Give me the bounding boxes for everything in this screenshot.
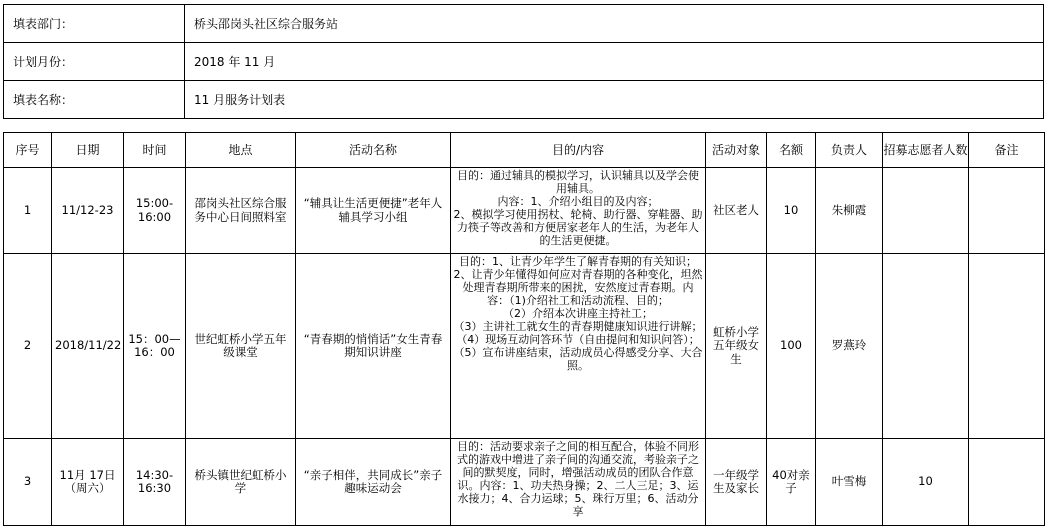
row-quota: 10 (767, 168, 816, 254)
row-no: 1 (4, 168, 52, 254)
content-line: （5）宣布讲座结束，活动成员心得感受分享、大合照。 (453, 346, 703, 372)
info-table (3, 4, 1044, 119)
row-remark (969, 168, 1045, 254)
col-header-date: 日期 (52, 133, 124, 168)
row-place: 桥头镇世纪虹桥小学 (186, 439, 296, 526)
form-name-label: 填表名称： (4, 81, 185, 119)
month-label: 计划月份： (4, 43, 185, 81)
col-header-remark: 备注 (969, 133, 1045, 168)
table-row (4, 439, 1045, 526)
content-line: 内容：1、介绍小组目的及内容； (497, 195, 659, 208)
row-date: 11/12-23 (52, 168, 124, 254)
row-leader: 朱柳霞 (816, 168, 883, 254)
row-time: 15：00—16：00 (124, 254, 186, 439)
row-activity: “亲子相伴，共同成长”亲子趣味运动会 (296, 439, 451, 526)
dept-value: 桥头邵岗头社区综合服务站 (185, 5, 1044, 43)
col-header-leader: 负责人 (816, 133, 883, 168)
row-remark (969, 254, 1045, 439)
info-row-month (4, 43, 1044, 81)
row-leader: 叶雪梅 (816, 439, 883, 526)
info-row-dept (4, 5, 1044, 43)
row-quota: 100 (767, 254, 816, 439)
row-activity: “青春期的悄悄话”女生青春期知识讲座 (296, 254, 451, 439)
content-line: 目的：通过辅具的模拟学习，认识辅具以及学会使用辅具。 (457, 169, 699, 195)
month-value: 2018 年 11 月 (185, 43, 1044, 81)
row-no: 2 (4, 254, 52, 439)
col-header-place: 地点 (186, 133, 296, 168)
col-header-quota: 名额 (767, 133, 816, 168)
table-row (4, 254, 1045, 439)
row-volunteers (883, 168, 969, 254)
info-row-name (4, 81, 1044, 119)
row-content (451, 439, 706, 526)
content-line: 目的：1、让青少年学生了解青春期的有关知识； (459, 255, 697, 268)
col-header-time: 时间 (124, 133, 186, 168)
row-volunteers (883, 254, 969, 439)
row-time: 15:00-16:00 (124, 168, 186, 254)
row-place: 世纪虹桥小学五年级课堂 (186, 254, 296, 439)
row-date: 2018/11/22 (52, 254, 124, 439)
col-header-content: 目的/内容 (451, 133, 706, 168)
row-target: 一年级学生及家长 (706, 439, 767, 526)
row-activity: “辅具让生活更便捷”老年人辅具学习小组 (296, 168, 451, 254)
row-time: 14:30-16:30 (124, 439, 186, 526)
row-target: 社区老人 (706, 168, 767, 254)
row-leader: 罗燕玲 (816, 254, 883, 439)
col-header-volunteers: 招募志愿者人数 (883, 133, 969, 168)
table-row (4, 168, 1045, 254)
dept-label: 填表部门： (4, 5, 185, 43)
row-quota: 40对亲子 (767, 439, 816, 526)
service-plan-table (3, 132, 1045, 526)
row-target: 虹桥小学五年级女生 (706, 254, 767, 439)
row-content (451, 168, 706, 254)
content-line: 2、让青少年懂得如何应对青春期的各种变化，坦然处理青春期所带来的困扰，安然度过青春期。内容：（1)介绍社工和活动流程、目的； (453, 268, 703, 307)
col-header-activity: 活动名称 (296, 133, 451, 168)
row-content (451, 254, 706, 439)
row-remark (969, 439, 1045, 526)
form-name-value: 11 月服务计划表 (185, 81, 1044, 119)
row-place: 邵岗头社区综合服务中心日间照料室 (186, 168, 296, 254)
content-line: （4）现场互动问答环节（自由提问和知识问答）； (456, 333, 700, 346)
content-line: 2、模拟学习使用拐杖、轮椅、助行器、穿鞋器、助力筷子等改善和方便居家老年人的生活，为老年人的生活更便捷。 (453, 208, 703, 247)
row-no: 3 (4, 439, 52, 526)
row-volunteers: 10 (883, 439, 969, 526)
col-header-no: 序号 (4, 133, 52, 168)
content-line: （3）主讲社工就女生的青春期健康知识进行讲解； (453, 320, 703, 333)
header-row (4, 133, 1045, 168)
content-line: （2）介绍本次讲座主持社工； (503, 307, 653, 320)
content-line: 目的：活动要求亲子之间的相互配合，体验不同形式的游戏中增进了亲子间的沟通交流，考验亲子之间的默契度，同时，增强活动成员的团队合作意识。内容：1、功夫热身操；2、二人三足；3、运水接力；4、合力运球；5、珠行万里；6、活动分享 (457, 440, 699, 518)
row-date: 11月 17日（周六） (52, 439, 124, 526)
col-header-target: 活动对象 (706, 133, 767, 168)
